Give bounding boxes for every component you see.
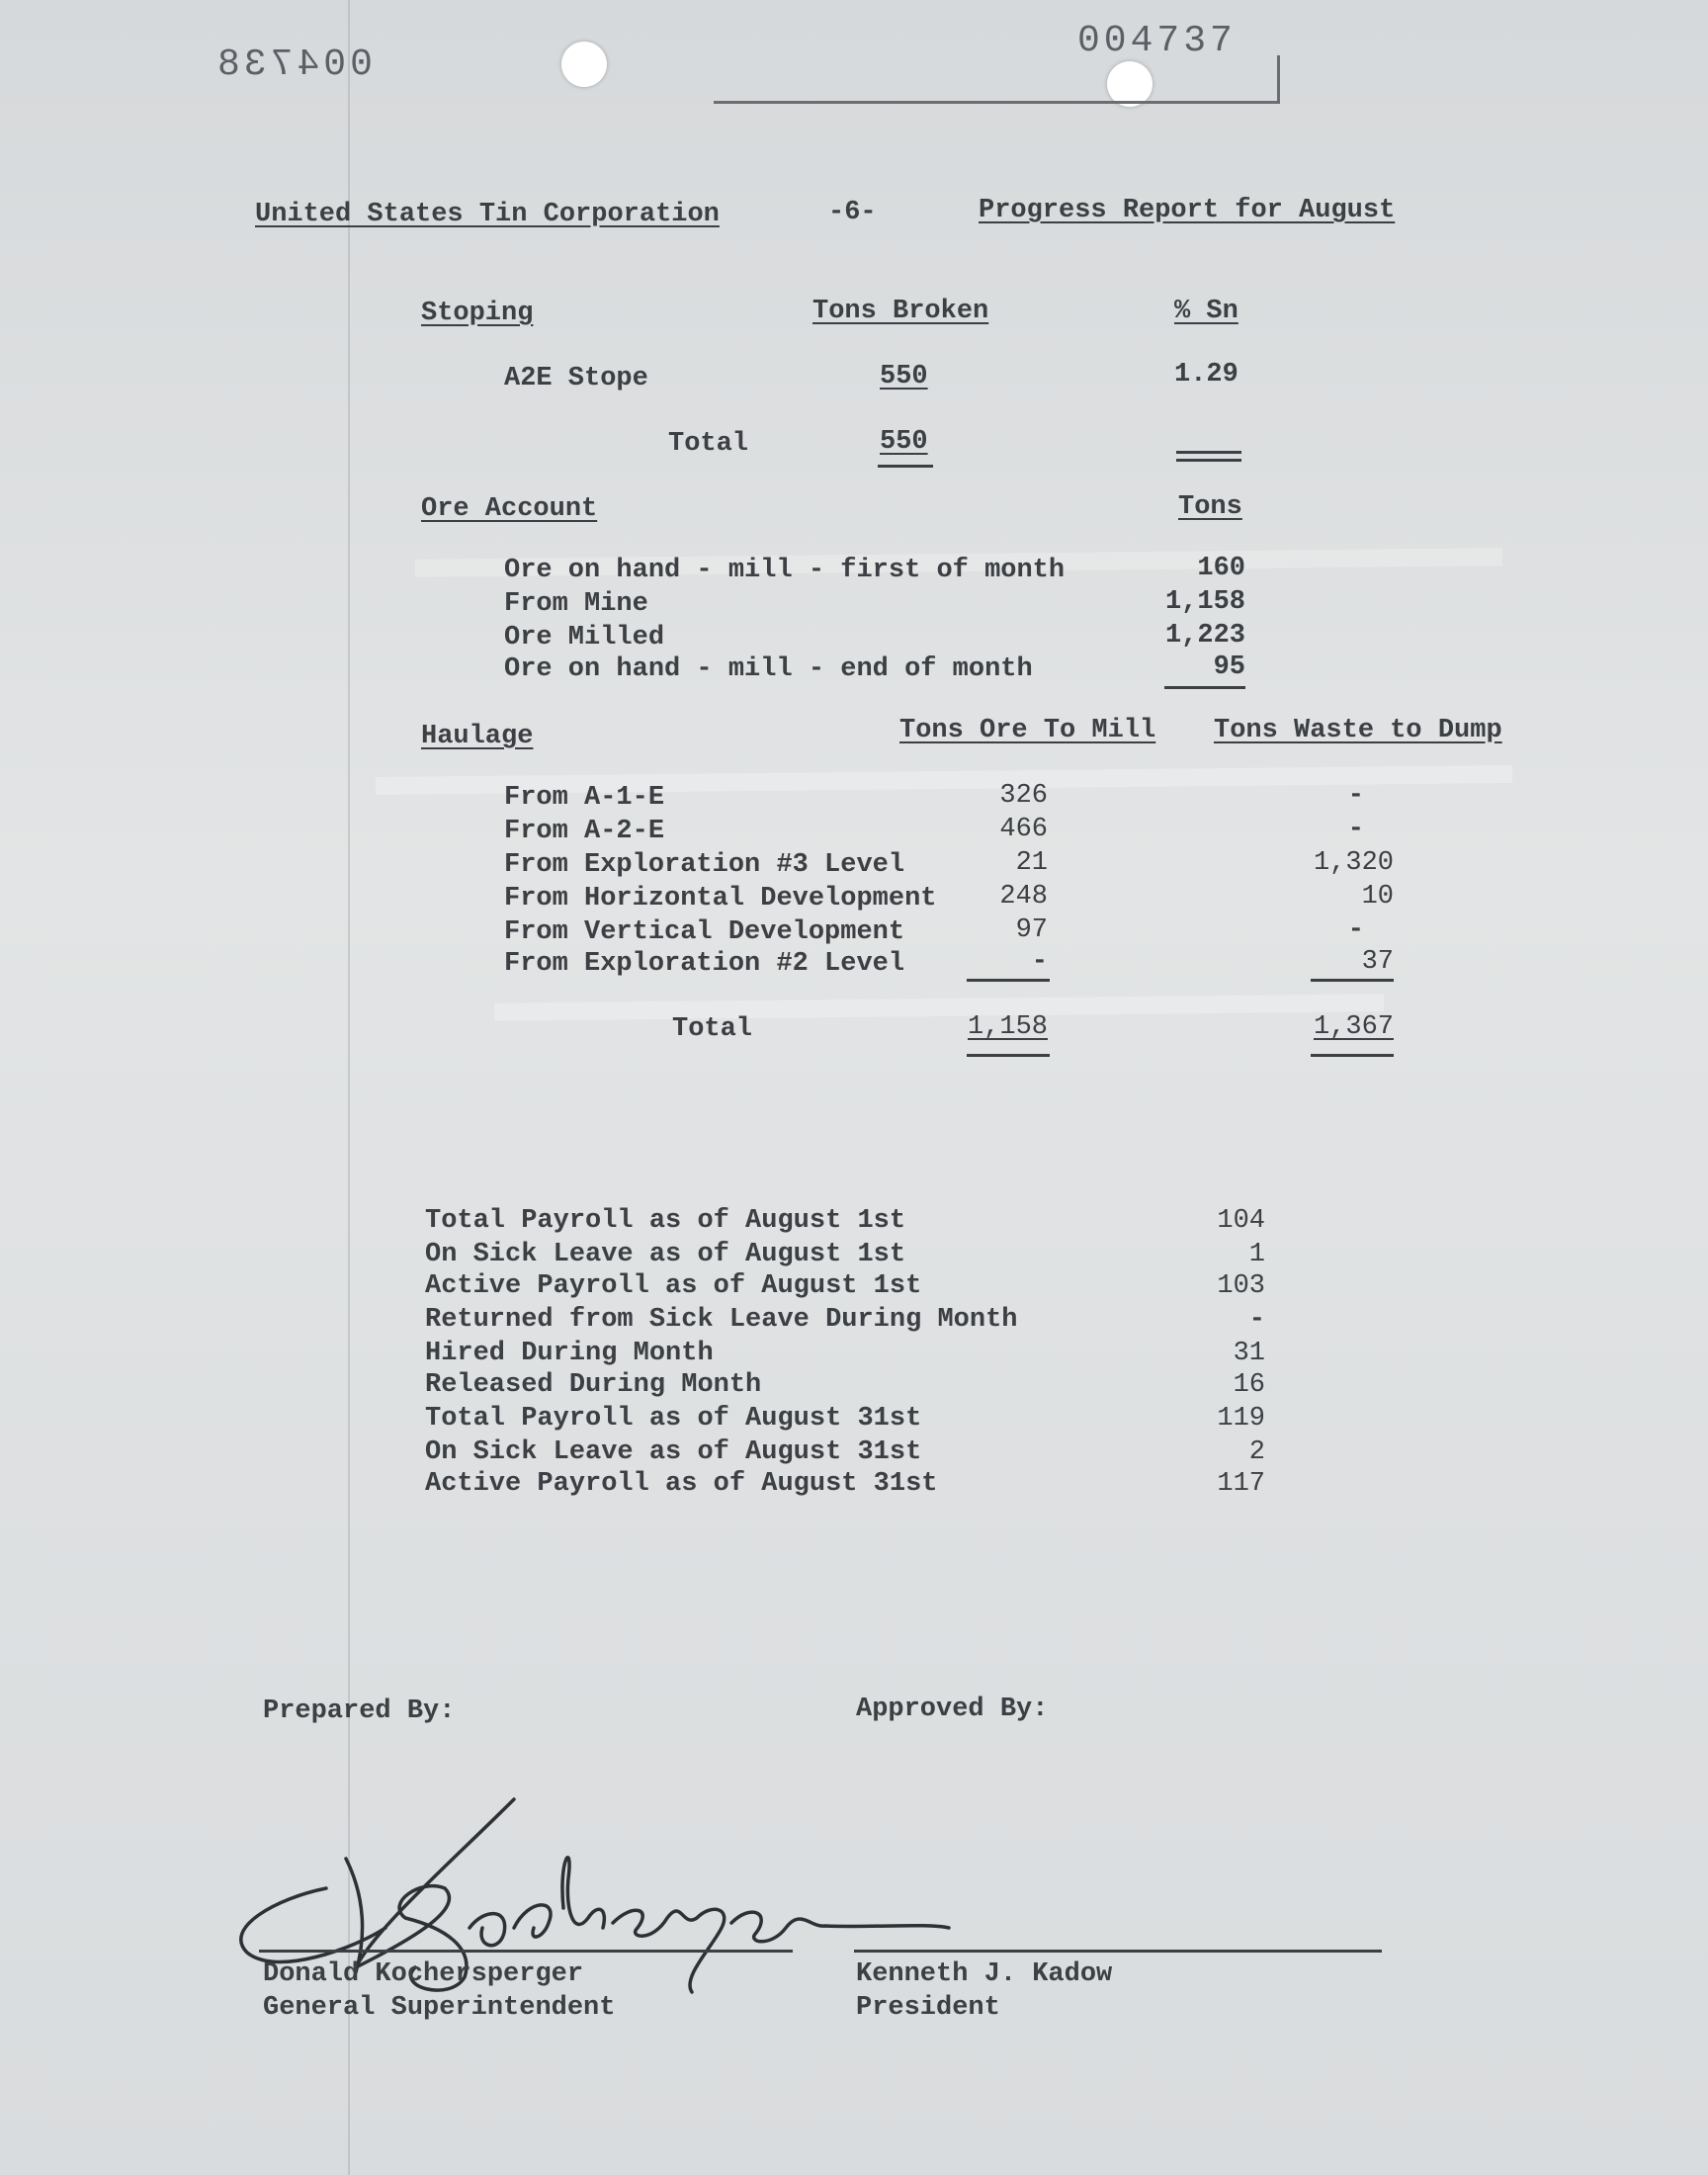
haulage-ore-total-double-rule bbox=[967, 1054, 1050, 1057]
payroll-row-value: - bbox=[1248, 1305, 1265, 1335]
payroll-row-label: Released During Month bbox=[425, 1370, 762, 1400]
payroll-row-label: Hired During Month bbox=[425, 1339, 714, 1368]
haulage-row-label: From Exploration #3 Level bbox=[504, 850, 905, 880]
approver-title: President bbox=[856, 1993, 1000, 2023]
haulage-waste-subtotal-rule bbox=[1311, 979, 1394, 982]
waste-to-dump-header: Tons Waste to Dump bbox=[1214, 716, 1502, 745]
haulage-row-ore: 97 bbox=[1015, 915, 1048, 945]
preparer-title: General Superintendent bbox=[263, 1993, 616, 2023]
payroll-row-label: Total Payroll as of August 31st bbox=[425, 1404, 922, 1434]
haulage-row-waste: - bbox=[1347, 815, 1364, 844]
haulage-ore-subtotal-rule bbox=[967, 979, 1050, 982]
ore-account-row-label: From Mine bbox=[504, 589, 648, 619]
stoping-total-label: Total bbox=[668, 429, 749, 459]
payroll-row-value: 119 bbox=[1217, 1404, 1265, 1434]
payroll-row-label: On Sick Leave as of August 1st bbox=[425, 1240, 906, 1269]
document-number-stamp: 004737 bbox=[1077, 20, 1237, 62]
punch-hole-left bbox=[561, 42, 607, 87]
payroll-row-value: 31 bbox=[1233, 1339, 1265, 1368]
stope-label: A2E Stope bbox=[504, 364, 648, 393]
page-number: -6- bbox=[828, 198, 877, 227]
payroll-row-label: Active Payroll as of August 1st bbox=[425, 1271, 922, 1301]
ore-account-heading: Ore Account bbox=[421, 494, 598, 524]
haulage-total-label: Total bbox=[672, 1014, 753, 1044]
stope-tons: 550 bbox=[880, 362, 928, 392]
ore-account-row-label: Ore on hand - mill - first of month bbox=[504, 556, 1066, 585]
payroll-row-value: 2 bbox=[1248, 1437, 1265, 1467]
payroll-row-value: 16 bbox=[1233, 1370, 1265, 1400]
payroll-row-label: Returned from Sick Leave During Month bbox=[425, 1305, 1018, 1335]
ore-account-row-value: 1,158 bbox=[1164, 587, 1245, 617]
prepared-by-label: Prepared By: bbox=[263, 1696, 456, 1726]
payroll-row-value: 117 bbox=[1217, 1469, 1265, 1499]
signature-script-text: Kochersperger bbox=[514, 1799, 522, 1800]
payroll-row-label: Total Payroll as of August 1st bbox=[425, 1206, 906, 1236]
haulage-heading: Haulage bbox=[421, 722, 534, 751]
haulage-row-ore: 466 bbox=[999, 815, 1048, 844]
stoping-total-tons: 550 bbox=[880, 427, 928, 457]
ore-account-row-value: 95 bbox=[1213, 652, 1245, 682]
haulage-total-ore: 1,158 bbox=[967, 1012, 1048, 1042]
approver-signature-line bbox=[854, 1950, 1382, 1953]
haulage-row-ore: 326 bbox=[999, 781, 1048, 811]
stoping-total-underline bbox=[878, 465, 933, 468]
haulage-row-label: From Exploration #2 Level bbox=[504, 949, 905, 979]
document-number-stamp-mirrored: 004738 bbox=[214, 44, 373, 86]
report-title: Progress Report for August bbox=[979, 196, 1396, 225]
sn-percent-header: % Sn bbox=[1174, 297, 1238, 326]
sn-total-double-rule bbox=[1176, 451, 1241, 462]
payroll-row-label: Active Payroll as of August 31st bbox=[425, 1469, 938, 1499]
ore-account-row-value: 160 bbox=[1197, 554, 1245, 583]
paper-wrinkle bbox=[494, 994, 1384, 1020]
haulage-row-waste: - bbox=[1347, 915, 1364, 945]
haulage-row-label: From Horizontal Development bbox=[504, 884, 937, 914]
haulage-row-ore: 248 bbox=[999, 882, 1048, 912]
ore-account-row-value: 1,223 bbox=[1164, 621, 1245, 651]
approved-by-label: Approved By: bbox=[856, 1695, 1049, 1724]
ore-account-end-underline bbox=[1164, 686, 1245, 689]
haulage-row-waste: 1,320 bbox=[1313, 848, 1394, 878]
tons-broken-header: Tons Broken bbox=[812, 297, 989, 326]
payroll-row-label: On Sick Leave as of August 31st bbox=[425, 1437, 922, 1467]
approver-name: Kenneth J. Kadow bbox=[856, 1959, 1113, 1989]
ore-account-row-label: Ore Milled bbox=[504, 623, 665, 652]
payroll-row-value: 103 bbox=[1217, 1271, 1265, 1301]
company-name: United States Tin Corporation bbox=[255, 200, 720, 229]
haulage-waste-total-double-rule bbox=[1311, 1054, 1394, 1057]
haulage-row-ore: - bbox=[1031, 947, 1048, 977]
stamp-box bbox=[714, 55, 1280, 104]
preparer-signature-line bbox=[259, 1950, 793, 1953]
haulage-total-waste: 1,367 bbox=[1313, 1012, 1394, 1042]
haulage-row-label: From A-1-E bbox=[504, 783, 665, 813]
haulage-row-label: From Vertical Development bbox=[504, 917, 905, 947]
stope-sn: 1.29 bbox=[1174, 360, 1238, 390]
preparer-name: Donald Kochersperger bbox=[263, 1959, 584, 1989]
ore-account-row-label: Ore on hand - mill - end of month bbox=[504, 654, 1033, 684]
haulage-row-waste: - bbox=[1347, 781, 1364, 811]
payroll-row-value: 1 bbox=[1248, 1240, 1265, 1269]
payroll-row-value: 104 bbox=[1217, 1206, 1265, 1236]
ore-account-tons-header: Tons bbox=[1178, 492, 1242, 522]
stoping-heading: Stoping bbox=[421, 299, 534, 328]
ore-to-mill-header: Tons Ore To Mill bbox=[899, 716, 1156, 745]
haulage-row-waste: 10 bbox=[1361, 882, 1394, 912]
haulage-row-label: From A-2-E bbox=[504, 817, 665, 846]
haulage-row-waste: 37 bbox=[1361, 947, 1394, 977]
haulage-row-ore: 21 bbox=[1015, 848, 1048, 878]
